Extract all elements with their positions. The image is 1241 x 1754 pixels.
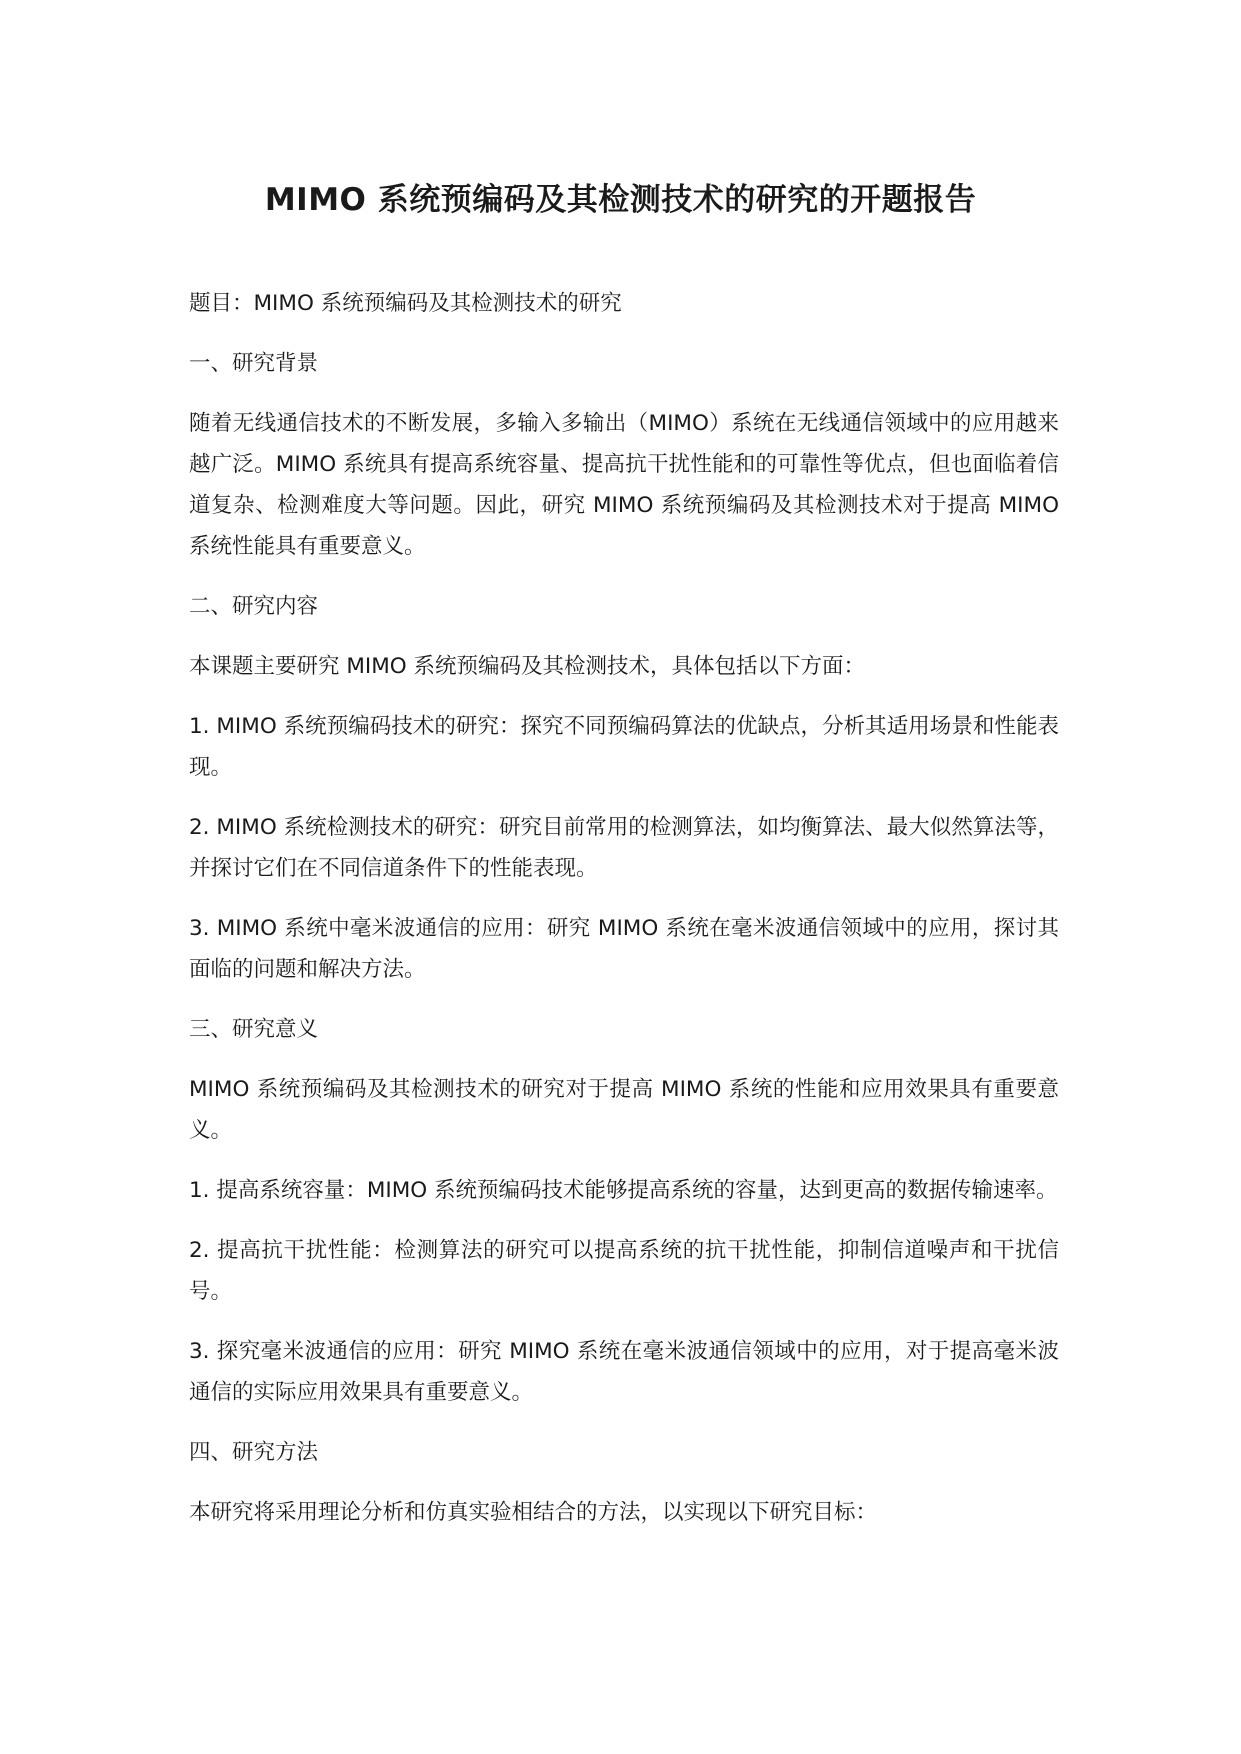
list-item-significance-2: 2. 提高抗干扰性能：检测算法的研究可以提高系统的抗干扰性能，抑制信道噪声和干扰信号。	[189, 1238, 1059, 1304]
list-item-content-1: 1. MIMO 系统预编码技术的研究：探究不同预编码算法的优缺点，分析其适用场景和性能表现。	[189, 714, 1059, 780]
heading-significance: 三、研究意义	[189, 1017, 319, 1042]
paragraph-significance: MIMO 系统预编码及其检测技术的研究对于提高 MIMO 系统的性能和应用效果具有重要意义。	[189, 1077, 1059, 1143]
heading-background: 一、研究背景	[189, 351, 319, 376]
document-body	[189, 283, 1059, 1552]
paragraph-content-intro: 本课题主要研究 MIMO 系统预编码及其检测技术，具体包括以下方面：	[189, 654, 866, 679]
heading-methods: 四、研究方法	[189, 1440, 319, 1465]
list-item-significance-1: 1. 提高系统容量：MIMO 系统预编码技术能够提高系统的容量，达到更高的数据传输速率。	[189, 1178, 1058, 1203]
list-item-content-3: 3. MIMO 系统中毫米波通信的应用：研究 MIMO 系统在毫米波通信领域中的应用，探讨其面临的问题和解决方法。	[189, 916, 1059, 982]
heading-content: 二、研究内容	[189, 594, 319, 619]
list-item-significance-3: 3. 探究毫米波通信的应用：研究 MIMO 系统在毫米波通信领域中的应用，对于提高毫米波通信的实际应用效果具有重要意义。	[189, 1339, 1059, 1405]
paragraph-methods: 本研究将采用理论分析和仿真实验相结合的方法，以实现以下研究目标：	[189, 1500, 878, 1525]
document-title: MIMO 系统预编码及其检测技术的研究的开题报告	[264, 182, 977, 218]
paragraph-background: 随着无线通信技术的不断发展，多输入多输出（MIMO）系统在无线通信领域中的应用越来越广泛。MIMO 系统具有提高系统容量、提高抗干扰性能和的可靠性等优点，但也面临着信道复杂、检测难度大等问题。因此，研究 MIMO 系统预编码及其检测技术对于提高 MIMO 系统性能具有重要意义。	[189, 411, 1059, 559]
paragraph-topic: 题目：MIMO 系统预编码及其检测技术的研究	[189, 291, 622, 316]
list-item-content-2: 2. MIMO 系统检测技术的研究：研究目前常用的检测算法，如均衡算法、最大似然算法等，并探讨它们在不同信道条件下的性能表现。	[189, 815, 1059, 881]
